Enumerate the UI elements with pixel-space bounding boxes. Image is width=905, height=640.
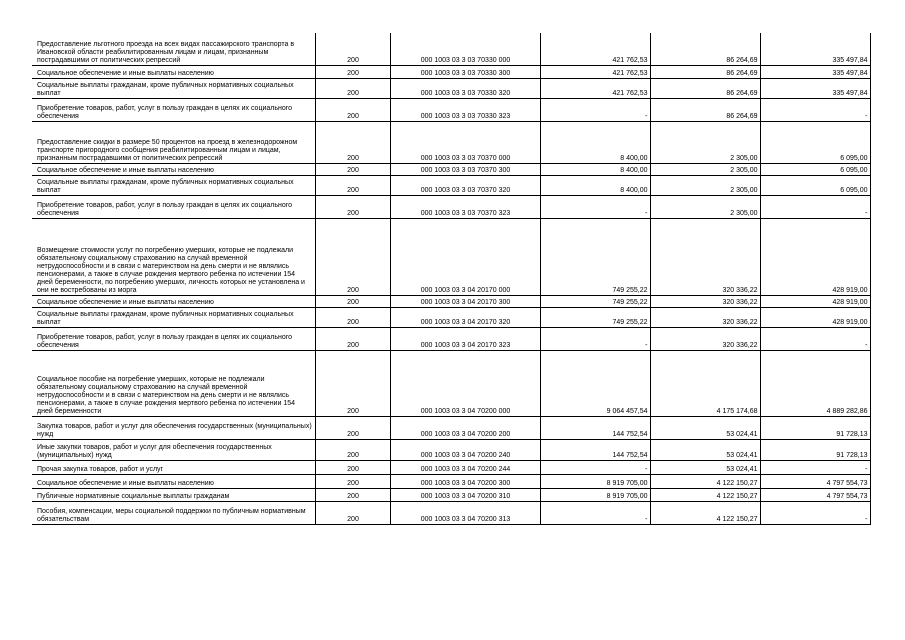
row-assigned-cell: -: [540, 501, 650, 524]
table-row: [32, 474, 870, 488]
row-classification-cell: 000 1003 03 3 04 70200 310: [390, 488, 540, 501]
row-unexecuted-cell: 91 728,13: [760, 439, 870, 460]
row-unexecuted-cell: 6 095,00: [760, 175, 870, 195]
row-name-cell: [32, 163, 315, 175]
row-assigned-cell: 749 255,22: [540, 295, 650, 307]
row-code-cell: 200: [315, 33, 390, 65]
row-executed-cell: 53 024,41: [650, 416, 760, 439]
row-executed-cell: 2 305,00: [650, 175, 760, 195]
row-code-cell: 200: [315, 175, 390, 195]
row-executed-cell: 320 336,22: [650, 218, 760, 295]
row-classification-cell: 000 1003 03 3 04 20170 320: [390, 307, 540, 327]
row-name-text: Социальное обеспечение и иные выплаты населению: [37, 479, 214, 487]
row-name-text: Социальное пособие на погребение умерших, которые не подлежали обязательному социальному страхованию на случай временной нетрудоспособности и в связи с материнством на день смерти и не являлись пенсионерами, а также в случае рождения мертвого ребенка по истечении 154 дней беременности: [37, 375, 296, 415]
row-assigned-cell: 8 919 705,00: [540, 474, 650, 488]
row-classification-cell: 000 1003 03 3 03 70370 300: [390, 163, 540, 175]
budget-table: [32, 33, 871, 525]
table-row: [32, 488, 870, 501]
row-unexecuted-cell: 6 095,00: [760, 163, 870, 175]
row-executed-cell: 320 336,22: [650, 295, 760, 307]
row-unexecuted-cell: 335 497,84: [760, 33, 870, 65]
row-classification-cell: 000 1003 03 3 03 70370 323: [390, 195, 540, 218]
row-name-text: Приобретение товаров, работ, услуг в пользу граждан в целях их социального обеспечения: [37, 333, 293, 349]
row-classification-cell: 000 1003 03 3 04 20170 300: [390, 295, 540, 307]
row-executed-cell: 86 264,69: [650, 98, 760, 121]
table-row: [32, 65, 870, 78]
row-code-cell: 200: [315, 488, 390, 501]
row-executed-cell: 4 122 150,27: [650, 474, 760, 488]
row-executed-cell: 2 305,00: [650, 121, 760, 163]
row-code-cell: 200: [315, 121, 390, 163]
row-code-cell: 200: [315, 416, 390, 439]
row-executed-cell: 320 336,22: [650, 307, 760, 327]
row-executed-cell: 2 305,00: [650, 195, 760, 218]
row-code-cell: 200: [315, 163, 390, 175]
table-row: [32, 33, 870, 65]
row-classification-cell: 000 1003 03 3 03 70330 000: [390, 33, 540, 65]
table-row: [32, 195, 870, 218]
row-unexecuted-cell: 6 095,00: [760, 121, 870, 163]
row-name-cell: [32, 33, 315, 65]
row-unexecuted-cell: 4 797 554,73: [760, 474, 870, 488]
row-unexecuted-cell: 91 728,13: [760, 416, 870, 439]
row-name-text: Социальные выплаты гражданам, кроме публичных нормативных социальных выплат: [37, 178, 294, 194]
table-row: [32, 327, 870, 350]
row-unexecuted-cell: 335 497,84: [760, 78, 870, 98]
row-name-cell: [32, 78, 315, 98]
row-assigned-cell: 144 752,54: [540, 439, 650, 460]
row-assigned-cell: -: [540, 98, 650, 121]
table-row: [32, 460, 870, 474]
row-name-cell: [32, 474, 315, 488]
row-name-cell: [32, 121, 315, 163]
row-classification-cell: 000 1003 03 3 04 70200 200: [390, 416, 540, 439]
row-name-text: Прочая закупка товаров, работ и услуг: [37, 465, 164, 473]
row-name-cell: [32, 501, 315, 524]
row-executed-cell: 4 122 150,27: [650, 488, 760, 501]
row-assigned-cell: 421 762,53: [540, 33, 650, 65]
row-name-cell: [32, 218, 315, 295]
row-unexecuted-cell: 4 797 554,73: [760, 488, 870, 501]
row-classification-cell: 000 1003 03 3 04 70200 244: [390, 460, 540, 474]
row-executed-cell: 320 336,22: [650, 327, 760, 350]
row-unexecuted-cell: 428 919,00: [760, 295, 870, 307]
row-assigned-cell: -: [540, 195, 650, 218]
row-name-cell: [32, 327, 315, 350]
row-code-cell: 200: [315, 350, 390, 416]
row-code-cell: 200: [315, 439, 390, 460]
table-row: [32, 121, 870, 163]
row-unexecuted-cell: 428 919,00: [760, 307, 870, 327]
table-row: [32, 307, 870, 327]
row-assigned-cell: 8 400,00: [540, 121, 650, 163]
row-executed-cell: 86 264,69: [650, 78, 760, 98]
row-classification-cell: 000 1003 03 3 04 20170 323: [390, 327, 540, 350]
row-name-text: Закупка товаров, работ и услуг для обеспечения государственных (муниципальных) нужд: [37, 422, 312, 438]
row-executed-cell: 4 175 174,68: [650, 350, 760, 416]
row-name-cell: [32, 488, 315, 501]
row-classification-cell: 000 1003 03 3 03 70330 323: [390, 98, 540, 121]
row-unexecuted-cell: -: [760, 460, 870, 474]
row-classification-cell: 000 1003 03 3 04 70200 313: [390, 501, 540, 524]
row-classification-cell: 000 1003 03 3 04 70200 240: [390, 439, 540, 460]
row-name-cell: [32, 307, 315, 327]
row-assigned-cell: 144 752,54: [540, 416, 650, 439]
row-name-text: Предоставление льготного проезда на всех видах пассажирского транспорта в Ивановской области реабилитированным лицам и лицам, признанным пострадавшими от политических репрессий: [37, 40, 295, 64]
row-code-cell: 200: [315, 501, 390, 524]
table-row: [32, 439, 870, 460]
row-name-text: Социальное обеспечение и иные выплаты населению: [37, 298, 214, 306]
row-code-cell: 200: [315, 218, 390, 295]
row-classification-cell: 000 1003 03 3 03 70330 300: [390, 65, 540, 78]
row-assigned-cell: 9 064 457,54: [540, 350, 650, 416]
row-unexecuted-cell: 335 497,84: [760, 65, 870, 78]
row-classification-cell: 000 1003 03 3 04 70200 000: [390, 350, 540, 416]
row-name-cell: [32, 195, 315, 218]
row-name-text: Пособия, компенсации, меры социальной поддержки по публичным нормативным обязательствам: [37, 507, 306, 523]
row-name-text: Социальные выплаты гражданам, кроме публичных нормативных социальных выплат: [37, 81, 294, 97]
row-classification-cell: 000 1003 03 3 03 70370 000: [390, 121, 540, 163]
row-code-cell: 200: [315, 65, 390, 78]
row-executed-cell: 86 264,69: [650, 33, 760, 65]
row-executed-cell: 53 024,41: [650, 460, 760, 474]
row-name-text: Социальное обеспечение и иные выплаты населению: [37, 69, 214, 77]
row-assigned-cell: 421 762,53: [540, 78, 650, 98]
row-classification-cell: 000 1003 03 3 03 70330 320: [390, 78, 540, 98]
row-unexecuted-cell: -: [760, 501, 870, 524]
row-classification-cell: 000 1003 03 3 03 70370 320: [390, 175, 540, 195]
row-unexecuted-cell: 428 919,00: [760, 218, 870, 295]
row-name-text: Публичные нормативные социальные выплаты гражданам: [37, 492, 230, 500]
row-code-cell: 200: [315, 327, 390, 350]
row-executed-cell: 86 264,69: [650, 65, 760, 78]
row-unexecuted-cell: -: [760, 98, 870, 121]
row-classification-cell: 000 1003 03 3 04 20170 000: [390, 218, 540, 295]
table-row: [32, 416, 870, 439]
row-code-cell: 200: [315, 307, 390, 327]
table-row: [32, 78, 870, 98]
row-name-cell: [32, 65, 315, 78]
row-assigned-cell: 8 919 705,00: [540, 488, 650, 501]
row-name-cell: [32, 98, 315, 121]
row-name-cell: [32, 416, 315, 439]
table-row: [32, 98, 870, 121]
row-name-cell: [32, 175, 315, 195]
row-name-cell: [32, 439, 315, 460]
table-row: [32, 501, 870, 524]
row-unexecuted-cell: 4 889 282,86: [760, 350, 870, 416]
row-name-cell: [32, 350, 315, 416]
table-row: [32, 175, 870, 195]
row-name-text: Возмещение стоимости услуг по погребению умерших, которые не подлежали обязательному социальному страхованию на случай временной нетрудоспособности и в связи с материнством на день смерти и не являлись пенсионерами, а также в случае рождения мертвого ребенка по истечении 154 дней беременности, по погребению умерших, личность которых не установлена и они не востребованы из морга: [37, 246, 305, 294]
table-row: [32, 295, 870, 307]
budget-table-body: [32, 33, 870, 524]
row-executed-cell: 4 122 150,27: [650, 501, 760, 524]
row-name-text: Иные закупки товаров, работ и услуг для обеспечения государственных (муниципальных) нужд: [37, 443, 272, 459]
row-name-text: Приобретение товаров, работ, услуг в пользу граждан в целях их социального обеспечения: [37, 104, 293, 120]
row-name-text: Социальное обеспечение и иные выплаты населению: [37, 166, 214, 174]
table-row: [32, 163, 870, 175]
row-code-cell: 200: [315, 460, 390, 474]
row-name-text: Приобретение товаров, работ, услуг в пользу граждан в целях их социального обеспечения: [37, 201, 293, 217]
row-name-cell: [32, 295, 315, 307]
row-code-cell: 200: [315, 195, 390, 218]
row-name-text: Предоставление скидки в размере 50 процентов на проезд в железнодорожном транспорте пригородного сообщения реабилитированным лицам и лицам, признанным пострадавшими от политических репрессий: [37, 138, 298, 162]
row-assigned-cell: -: [540, 327, 650, 350]
row-assigned-cell: -: [540, 460, 650, 474]
row-code-cell: 200: [315, 295, 390, 307]
row-assigned-cell: 8 400,00: [540, 175, 650, 195]
row-code-cell: 200: [315, 78, 390, 98]
row-executed-cell: 2 305,00: [650, 163, 760, 175]
row-assigned-cell: 749 255,22: [540, 218, 650, 295]
row-classification-cell: 000 1003 03 3 04 70200 300: [390, 474, 540, 488]
row-code-cell: 200: [315, 474, 390, 488]
row-name-text: Социальные выплаты гражданам, кроме публичных нормативных социальных выплат: [37, 310, 294, 326]
table-row: [32, 350, 870, 416]
row-name-cell: [32, 460, 315, 474]
table-row: [32, 218, 870, 295]
row-executed-cell: 53 024,41: [650, 439, 760, 460]
row-unexecuted-cell: -: [760, 195, 870, 218]
row-code-cell: 200: [315, 98, 390, 121]
row-unexecuted-cell: -: [760, 327, 870, 350]
row-assigned-cell: 421 762,53: [540, 65, 650, 78]
row-assigned-cell: 8 400,00: [540, 163, 650, 175]
row-assigned-cell: 749 255,22: [540, 307, 650, 327]
